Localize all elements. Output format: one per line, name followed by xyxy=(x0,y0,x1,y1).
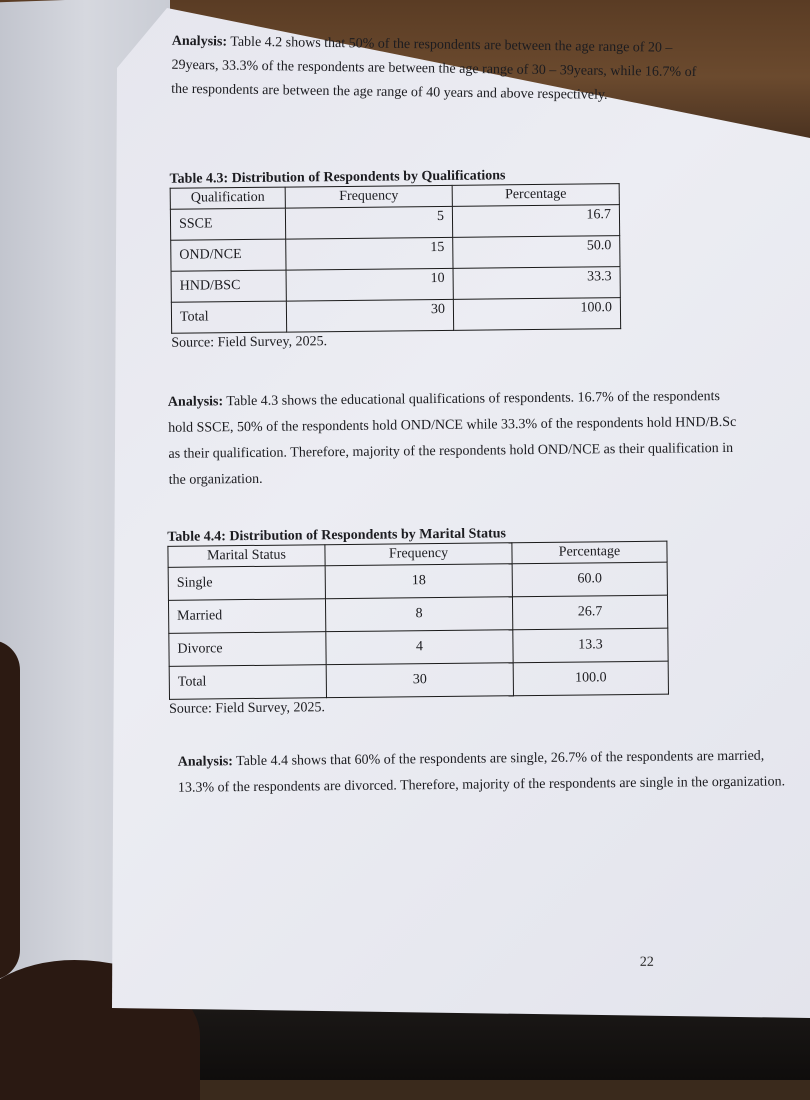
table-4-4-cell-percentage: 100.0 xyxy=(513,661,668,696)
finger-left xyxy=(0,640,20,980)
table-4-3-cell-frequency: 15 xyxy=(286,237,453,270)
table-4-4-cell-label: Married xyxy=(168,599,325,634)
table-4-3-cell-label: SSCE xyxy=(170,208,285,240)
table-4-3-title: Table 4.3: Distribution of Respondents by Qualifications xyxy=(169,168,506,187)
table-row xyxy=(168,562,667,600)
analysis-4-3-text: Table 4.3 shows the educational qualifications of respondents. 16.7% of the respondents hold SSCE, 50% of the respondents hold OND/NCE while 33.3% of the respondents hold HND/B.Sc as their qualification. Therefore, majority of the respondents hold OND/NCE as their qualification in the organization. xyxy=(168,389,737,488)
table-4-3-cell-frequency: 30 xyxy=(286,299,453,332)
table-4-4 xyxy=(167,541,669,700)
table-row xyxy=(168,595,667,633)
table-4-4-cell-label: Divorce xyxy=(169,632,326,667)
table-row xyxy=(170,205,619,241)
table-4-4-block xyxy=(167,525,669,718)
analysis-4-4-label: Analysis: xyxy=(177,754,233,770)
table-4-4-cell-label: Total xyxy=(169,665,326,700)
analysis-4-4-text: Table 4.4 shows that 60% of the respondents are single, 26.7% of the respondents are married, 13.3% of the respondents are divorced. Therefore, majority of the respondents are single in the organization. xyxy=(177,748,786,796)
table-4-4-cell-percentage: 13.3 xyxy=(513,628,668,663)
table-4-3-cell-percentage: 50.0 xyxy=(453,236,620,269)
table-4-4-cell-frequency: 18 xyxy=(325,564,512,599)
table-row xyxy=(171,267,620,303)
table-row xyxy=(171,236,620,272)
table-4-4-cell-frequency: 30 xyxy=(326,663,513,698)
table-4-3-cell-frequency: 10 xyxy=(286,268,453,301)
table-4-4-cell-frequency: 4 xyxy=(326,630,513,665)
table-4-3-cell-percentage: 33.3 xyxy=(453,267,620,300)
table-row xyxy=(169,628,668,666)
table-4-3-cell-label: OND/NCE xyxy=(171,239,286,271)
table-4-3-header-frequency: Frequency xyxy=(285,185,452,208)
analysis-4-4 xyxy=(178,743,789,801)
table-4-3 xyxy=(170,183,622,334)
table-4-3-cell-percentage: 16.7 xyxy=(452,205,619,238)
analysis-4-3-label: Analysis: xyxy=(167,394,224,410)
analysis-4-3 xyxy=(168,384,739,494)
table-4-4-header-marital-status: Marital Status xyxy=(168,545,325,568)
table-4-3-header-qualification: Qualification xyxy=(170,187,285,209)
table-4-4-cell-percentage: 60.0 xyxy=(512,562,667,597)
table-row xyxy=(171,298,620,334)
intro-analysis xyxy=(171,30,717,110)
table-4-4-header-percentage: Percentage xyxy=(512,541,667,564)
table-4-4-source: Source: Field Survey, 2025. xyxy=(169,700,325,717)
page-content xyxy=(150,23,800,980)
table-4-3-source: Source: Field Survey, 2025. xyxy=(171,334,328,351)
table-4-4-title: Table 4.4: Distribution of Respondents by Marital Status xyxy=(167,526,507,545)
table-4-4-cell-frequency: 8 xyxy=(325,597,512,632)
table-4-4-cell-percentage: 26.7 xyxy=(512,595,667,630)
table-4-3-cell-frequency: 5 xyxy=(285,206,452,239)
table-4-3-header-percentage: Percentage xyxy=(452,184,619,207)
table-4-3-cell-label: Total xyxy=(171,301,286,333)
table-4-3-cell-label: HND/BSC xyxy=(171,270,286,302)
table-4-3-cell-percentage: 100.0 xyxy=(453,298,620,331)
page-number: 22 xyxy=(639,954,654,970)
intro-analysis-text: Table 4.2 shows that 50% of the respondents are between the age range of 20 – 29years, 33.3% of the respondents are between the age range of 30 – 39years, while 16.7% of the respondents are between the age range of 40 years and above respectively. xyxy=(171,34,697,103)
table-4-4-header-frequency: Frequency xyxy=(325,543,512,566)
intro-analysis-label: Analysis: xyxy=(171,33,228,50)
table-4-3-block xyxy=(169,167,641,352)
table-4-4-cell-label: Single xyxy=(168,566,325,601)
table-row xyxy=(169,661,668,699)
